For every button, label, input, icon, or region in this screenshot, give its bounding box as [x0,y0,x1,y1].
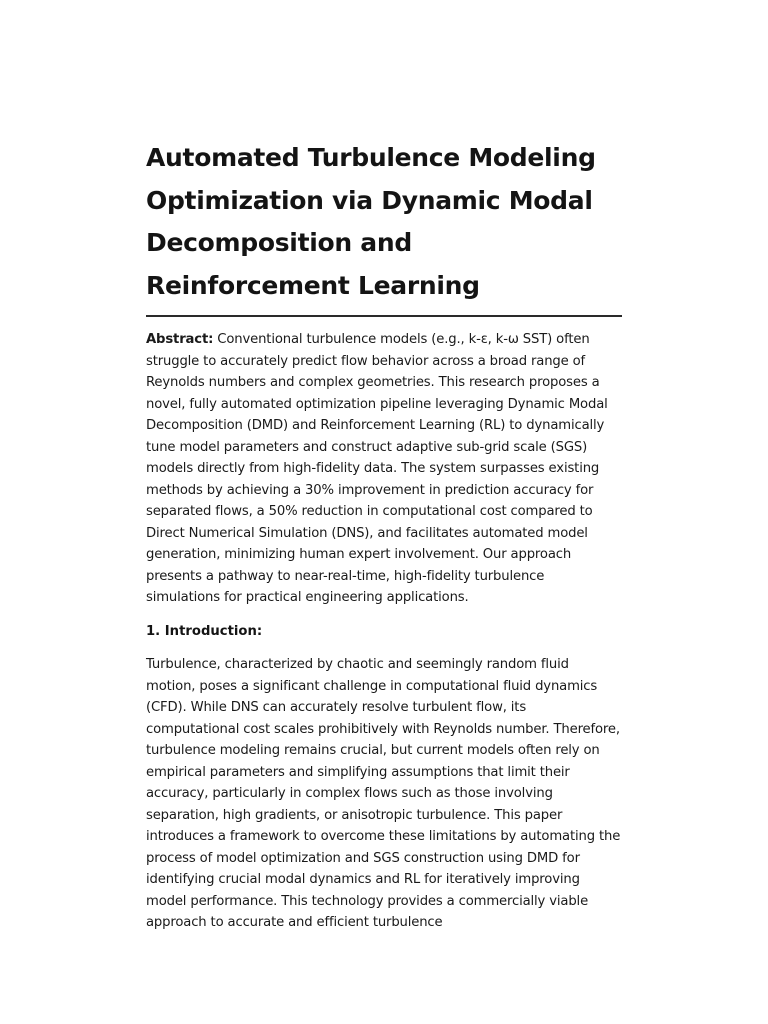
title-divider [146,315,622,317]
paper-title: Automated Turbulence Modeling Optimization via Dynamic Modal Decomposition and Reinforcement Learning [146,143,596,300]
introduction-paragraph: Turbulence, characterized by chaotic and seemingly random fluid motion, poses a significant challenge in computational fluid dynamics (CFD). While DNS can accurately resolve turbulent flow, its computational cost scales prohibitively with Reynolds number. Therefore, turbulence modeling remains crucial, but current models often rely on empirical parameters and simplifying assumptions that limit their accuracy, particularly in complex flows such as those involving separation, high gradients, or anisotropic turbulence. This paper introduces a framework to overcome these limitations by automating the process of model optimization and SGS construction using DMD for identifying crucial modal dynamics and RL for iteratively improving model performance. This technology provides a commercially viable approach to accurate and efficient turbulence [146,657,621,930]
abstract-label: Abstract: [146,332,214,347]
paper-page [146,0,622,934]
abstract-paragraph [146,329,622,609]
section-heading-introduction: 1. Introduction: [146,623,263,639]
abstract-text: Conventional turbulence models (e.g., k-ε, k-ω SST) often struggle to accurately predict flow behavior across a broad range of Reynolds numbers and complex geometries. This research proposes a novel, fully automated optimization pipeline leveraging Dynamic Modal Decomposition (DMD) and Reinforcement Learning (RL) to dynamically tune model parameters and construct adaptive sub-grid scale (SGS) models directly from high-fidelity data. The system surpasses existing methods by achieving a 30% improvement in prediction accuracy for separated flows, a 50% reduction in computational cost compared to Direct Numerical Simulation (DNS), and facilitates automated model generation, minimizing human expert involvement. Our approach presents a pathway to near-real-time, high-fidelity turbulence simulations for practical engineering applications. [146,332,608,605]
